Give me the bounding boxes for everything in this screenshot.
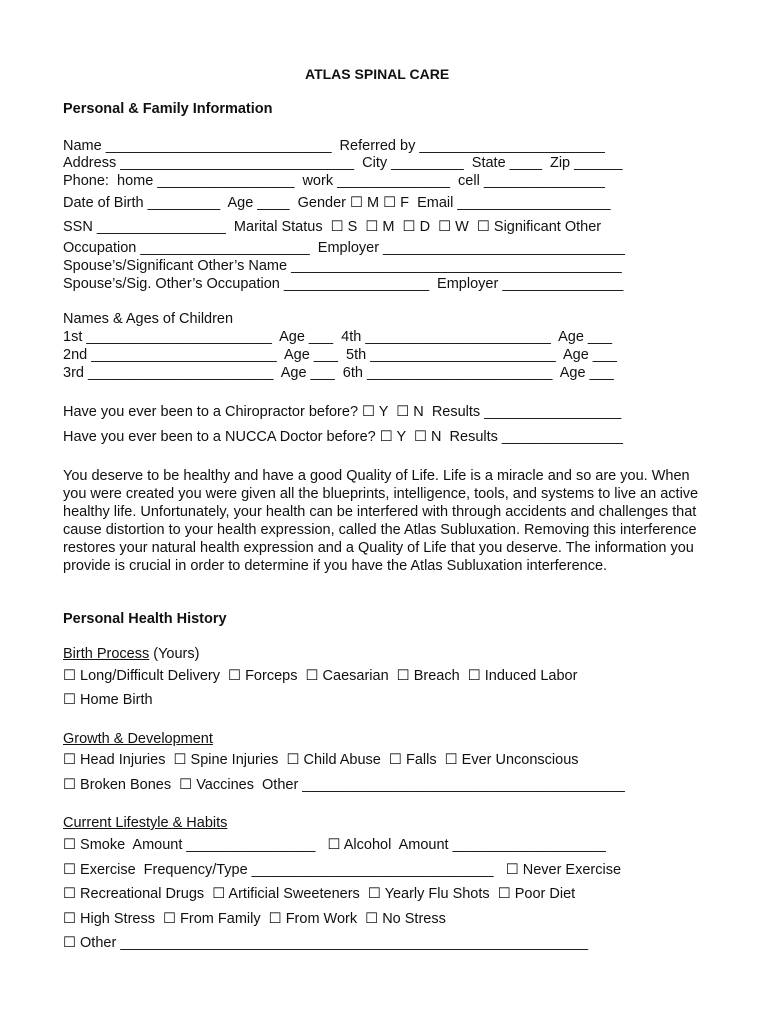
birth-process-heading [63,646,199,663]
occupation-employer-line[interactable]: Occupation _____________________ Employer ______________________________ [63,240,625,256]
children-line-2[interactable]: 2nd _______________________ Age ___ 5th _______________________ Age ___ [63,347,617,363]
section-heading-personal: Personal & Family Information [63,101,273,117]
lifestyle-line-3[interactable]: ☐ Recreational Drugs ☐ Artificial Sweeteners ☐ Yearly Flu Shots ☐ Poor Diet [63,886,576,902]
chiropractor-question[interactable]: Have you ever been to a Chiropractor before? ☐ Y ☐ N Results _________________ [63,404,622,420]
birth-options-line-1[interactable]: ☐ Long/Difficult Delivery ☐ Forceps ☐ Caesarian ☐ Breach ☐ Induced Labor [63,668,578,684]
spouse-occupation-line[interactable]: Spouse’s/Sig. Other’s Occupation __________________ Employer _______________ [63,276,624,292]
phone-line[interactable]: Phone: home _________________ work ______________ cell _______________ [63,173,605,189]
intro-paragraph: You deserve to be healthy and have a good Quality of Life. Life is a miracle and so are you. When you were created you were given all the blueprints, intelligence, tools, and systems to live an active healthy life. Unfortunately, your health can be interfered with through accidents and challenges that cause distortion to your health expression, called the Atlas Subluxation. Removing this interference restores your natural health expression and a Quality of Life that you deserve. The information you provide is crucial in order to determine if you have the Atlas Subluxation interference. [63,468,699,574]
ssn-marital-line[interactable]: SSN ________________ Marital Status ☐ S ☐ M ☐ D ☐ W ☐ Significant Other [63,219,602,235]
form-title: ATLAS SPINAL CARE [305,66,450,82]
birth-process-suffix: (Yours) [149,646,200,662]
name-referred-line[interactable]: Name ____________________________ Referred by _______________________ [63,138,605,154]
lifestyle-line-1[interactable]: ☐ Smoke Amount ________________ ☐ Alcohol Amount ___________________ [63,837,606,853]
lifestyle-line-2[interactable]: ☐ Exercise Frequency/Type ______________________________ ☐ Never Exercise [63,862,622,878]
address-line[interactable]: Address _____________________________ City _________ State ____ Zip ______ [63,155,623,171]
growth-options-line-2[interactable]: ☐ Broken Bones ☐ Vaccines Other ________________________________________ [63,777,625,793]
children-line-1[interactable]: 1st _______________________ Age ___ 4th _______________________ Age ___ [63,329,613,345]
spouse-name-line[interactable]: Spouse’s/Significant Other’s Name _________________________________________ [63,258,622,274]
lifestyle-heading: Current Lifestyle & Habits [63,815,228,831]
growth-options-line-1[interactable]: ☐ Head Injuries ☐ Spine Injuries ☐ Child Abuse ☐ Falls ☐ Ever Unconscious [63,752,579,768]
children-heading: Names & Ages of Children [63,311,234,327]
lifestyle-line-5[interactable]: ☐ Other __________________________________________________________ [63,935,589,951]
dob-gender-email-line[interactable]: Date of Birth _________ Age ____ Gender ☐ M ☐ F Email ___________________ [63,195,611,211]
children-line-3[interactable]: 3rd _______________________ Age ___ 6th _______________________ Age ___ [63,365,614,381]
birth-options-line-2[interactable]: ☐ Home Birth [63,692,153,708]
lifestyle-line-4[interactable]: ☐ High Stress ☐ From Family ☐ From Work ☐ No Stress [63,911,446,927]
growth-heading: Growth & Development [63,731,213,747]
section-heading-health: Personal Health History [63,611,227,627]
birth-process-label: Birth Process [63,646,150,662]
nucca-question[interactable]: Have you ever been to a NUCCA Doctor before? ☐ Y ☐ N Results _______________ [63,429,623,445]
